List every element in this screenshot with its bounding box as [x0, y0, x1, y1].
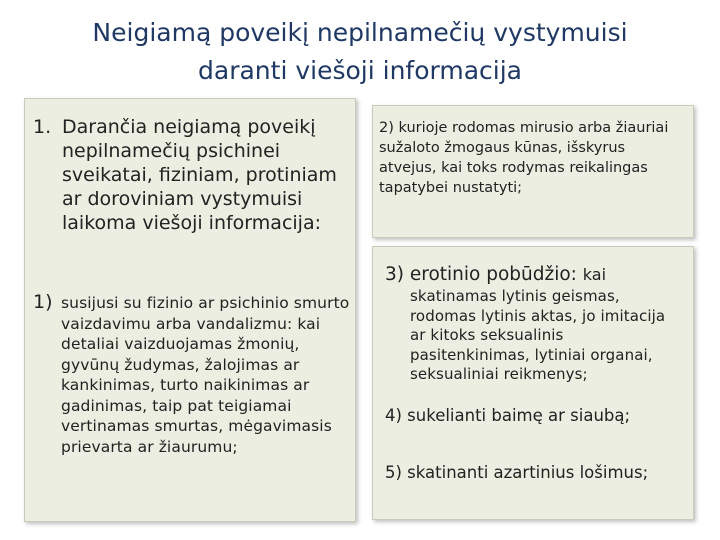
definition-text: Darančia neigiamą poveikį nepilnamečių psichinei sveikatai, fiziniam, protiniam ar doroviniam vystymuisi laikoma viešoji informacija:: [62, 116, 337, 234]
list-item-1-number: 1): [33, 291, 53, 313]
list-item-2-text: 2) kurioje rodomas mirusio arba žiauriai sužaloto žmogaus kūnas, išskyrus atvejus, kai toks rodymas reikalingas tapatybei nustatyti;: [379, 120, 669, 196]
list-item-4: 4) sukelianti baimę ar siaubą;: [385, 406, 631, 425]
list-item-3: [385, 263, 685, 385]
left-text-box: [24, 98, 356, 522]
list-item-3-head: [385, 263, 685, 287]
definition-paragraph: [33, 115, 351, 235]
list-item-5: 5) skatinanti azartinius lošimus;: [385, 463, 649, 482]
list-item-3-text: skatinamas lytinis geismas, rodomas lytinis aktas, jo imitacija ar kitoks seksualinis pasitenkinimas, lytiniai organai, seksualiniai reikmenys;: [410, 287, 666, 383]
list-item-1: [33, 293, 351, 457]
slide-title: [60, 14, 660, 90]
list-item-1-text: susijusi su fizinio ar psichinio smurto vaizdavimu arba vandalizmu: kai detaliai vaizduojamas žmonių, gyvūnų žudymas, žalojimas ar kankinimas, turto naikinimas ar gadinimas, taip pat teigiamai vertinamas smurtas, mėgavimasis prievarta ar žiaurumu;: [61, 294, 350, 456]
slide-title-line-2: daranti viešoji informacija: [198, 56, 522, 85]
definition-number: 1.: [33, 116, 52, 138]
list-item-3-head-tail: kai: [582, 265, 607, 284]
list-item-3-head-main: 3) erotinio pobūdžio:: [385, 264, 577, 285]
right-top-text-box: [372, 105, 694, 238]
slide-title-line-1: Neigiamą poveikį nepilnamečių vystymuisi: [92, 18, 628, 47]
right-bottom-text-box: [372, 246, 694, 520]
